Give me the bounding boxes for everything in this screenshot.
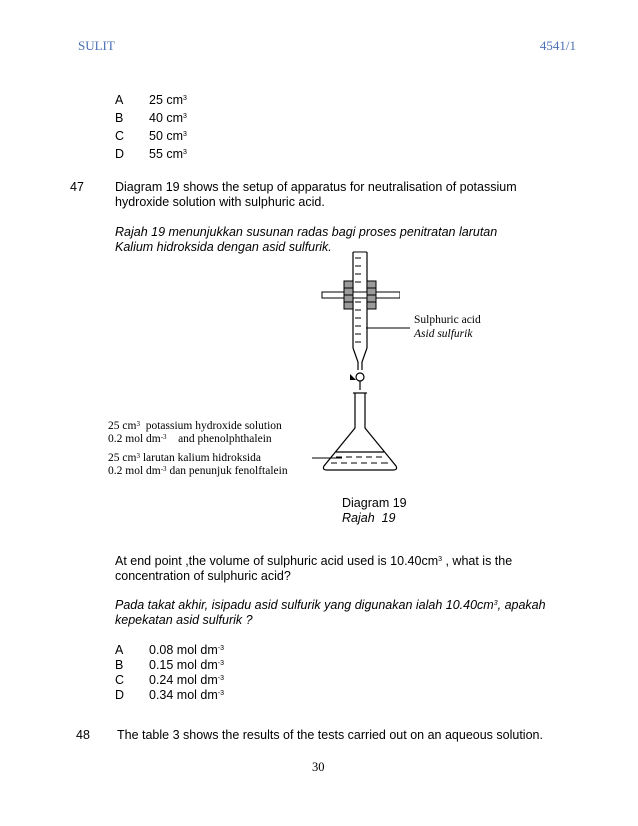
question-number: 47 xyxy=(70,180,84,194)
option-value: 0.15 mol $dm^{-3}$ xyxy=(149,658,225,672)
koh-pointer-line xyxy=(312,456,342,460)
question-text-my: Rajah 19 menunjukkan susunan radas bagi proses penitratan larutan xyxy=(115,225,498,239)
prev-option-value: 40 $cm^3$ xyxy=(149,111,187,125)
question-text-en: Diagram 19 shows the setup of apparatus for neutralisation of potassium xyxy=(115,180,517,194)
option-letter: B xyxy=(115,658,124,672)
question-prompt-en: concentration of sulphuric acid? xyxy=(115,569,291,583)
option-value: 0.08 mol $dm^{-3}$ xyxy=(149,643,225,657)
prev-option-letter: B xyxy=(115,111,124,125)
question-number: 48 xyxy=(76,728,90,742)
koh-label-en: 0.2 mol $dm^{-3}$ and phenolphthalein xyxy=(108,433,272,445)
question-prompt-my: kepekatan asid sulfurik ? xyxy=(115,613,253,627)
option-value: 0.24 mol $dm^{-3}$ xyxy=(149,673,225,687)
prev-option-letter: C xyxy=(115,129,125,143)
option-value: 0.34 mol $dm^{-3}$ xyxy=(149,688,225,702)
header-right: 4541/1 xyxy=(539,38,576,53)
question-prompt-my: Pada takat akhir, isipadu asid sulfurik yang digunakan ialah $10.40cm^3$, apakah xyxy=(115,598,546,612)
koh-label-my: 25 $cm^3$ larutan kalium hidroksida xyxy=(108,452,261,464)
question-text-my: Kalium hidroksida dengan asid sulfurik. xyxy=(115,240,332,254)
diagram-caption-en: Diagram 19 xyxy=(342,496,407,510)
header-left: SULIT xyxy=(78,38,115,53)
option-letter: A xyxy=(115,643,124,657)
prev-option-letter: D xyxy=(115,147,125,161)
titration-apparatus-diagram xyxy=(300,250,400,490)
page-number: 30 xyxy=(312,760,325,774)
option-letter: D xyxy=(115,688,125,702)
acid-pointer-line xyxy=(398,326,410,330)
acid-label-en: Sulphuric acid xyxy=(414,314,481,326)
koh-label-en: 25 $cm^3$ potassium hydroxide solution xyxy=(108,420,282,432)
prev-option-value: 55 $cm^3$ xyxy=(149,147,187,161)
prev-option-value: 25 $cm^3$ xyxy=(149,93,187,107)
prev-option-letter: A xyxy=(115,93,124,107)
question-prompt-en: At end point ,the volume of sulphuric acid used is $10.40cm^3$ , what is the xyxy=(115,554,513,568)
koh-label-my: 0.2 mol $dm^{-3}$ dan penunjuk fenolftalein xyxy=(108,465,288,477)
question-text-en: The table 3 shows the results of the tests carried out on an aqueous solution. xyxy=(117,728,543,742)
option-letter: C xyxy=(115,673,125,687)
prev-option-value: 50 $cm^3$ xyxy=(149,129,187,143)
diagram-caption-my: Rajah 19 xyxy=(342,511,396,525)
acid-label-my: Asid sulfurik xyxy=(414,328,473,340)
question-text-en: hydroxide solution with sulphuric acid. xyxy=(115,195,325,209)
